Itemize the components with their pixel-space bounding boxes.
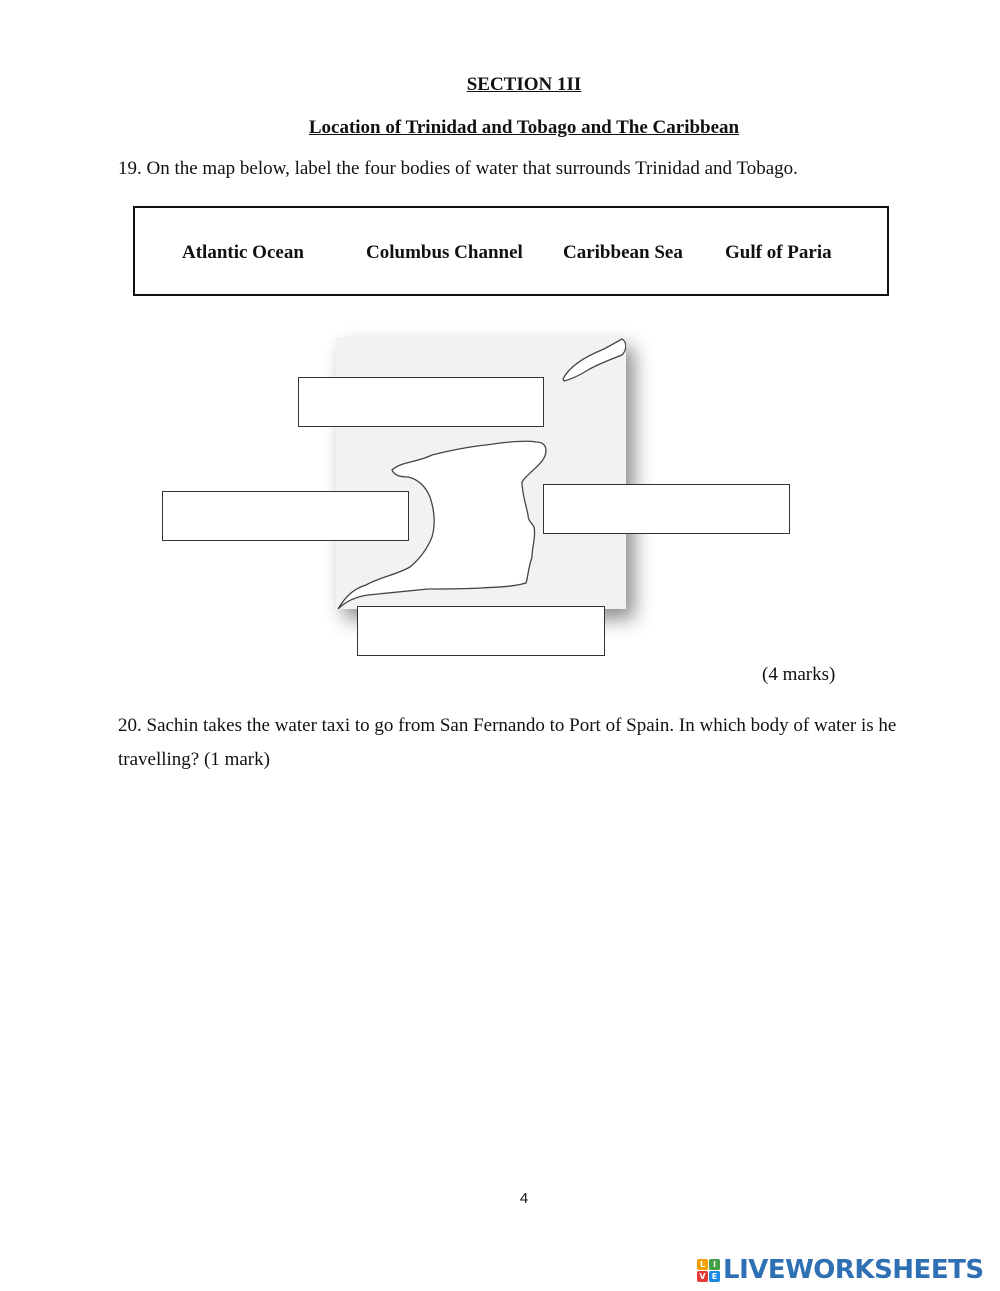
question-19-text: 19. On the map below, label the four bodies of water that surrounds Trinidad and Tobago. [118, 158, 798, 179]
liveworksheets-logo [697, 1254, 984, 1286]
brand-tiles-icon [697, 1259, 720, 1282]
brand-tile: L [697, 1259, 708, 1270]
question-19-marks: (4 marks) [762, 664, 836, 685]
label-answer-box-east[interactable] [543, 484, 790, 534]
word-bank-item: Gulf of Paria [725, 242, 832, 263]
brand-tile: E [709, 1271, 720, 1282]
label-answer-input[interactable] [358, 607, 604, 655]
label-answer-box-north[interactable] [298, 377, 544, 427]
brand-name: LIVEWORKSHEETS [723, 1255, 984, 1285]
word-bank [133, 206, 889, 296]
page-number: 4 [519, 1190, 529, 1207]
tobago-outline [563, 339, 626, 381]
word-bank-item: Atlantic Ocean [182, 242, 304, 263]
brand-tile: I [709, 1259, 720, 1270]
question-20-line-2: travelling? (1 mark) [118, 749, 270, 770]
label-answer-box-west[interactable] [162, 491, 409, 541]
label-answer-input[interactable] [299, 378, 543, 426]
label-answer-input[interactable] [163, 492, 408, 540]
brand-tile: V [697, 1271, 708, 1282]
word-bank-item: Columbus Channel [366, 242, 523, 263]
section-subtitle: Location of Trinidad and Tobago and The Caribbean [308, 117, 740, 138]
word-bank-item: Caribbean Sea [563, 242, 683, 263]
question-20-line-1: 20. Sachin takes the water taxi to go from San Fernando to Port of Spain. In which body of water is he [118, 715, 897, 736]
label-answer-input[interactable] [544, 485, 789, 533]
section-title: SECTION 1II [466, 74, 582, 95]
label-answer-box-south[interactable] [357, 606, 605, 656]
